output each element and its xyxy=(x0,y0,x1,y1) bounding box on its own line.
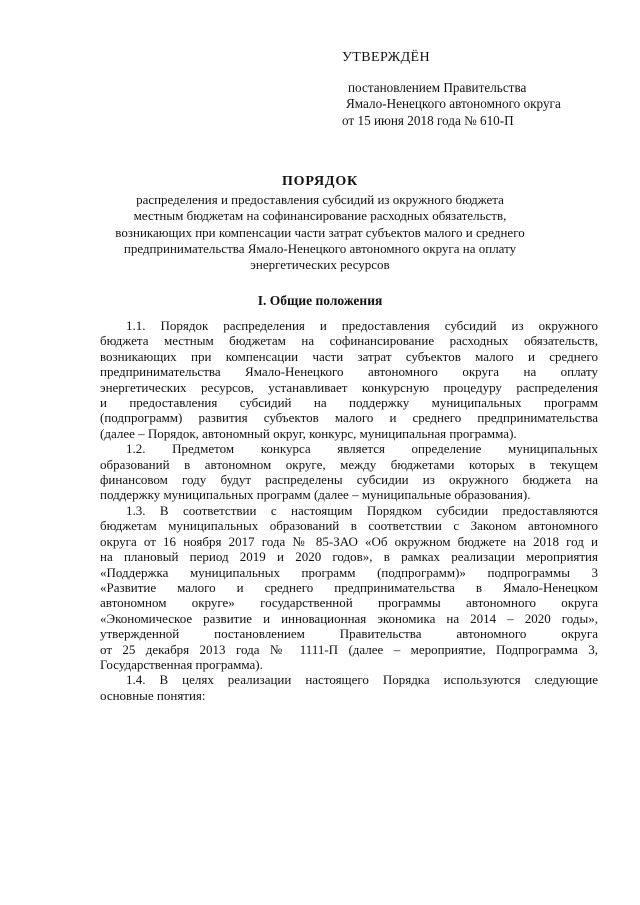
text-line: (далее – Порядок, автономный округ, конкурс, муниципальная программа). xyxy=(100,425,517,441)
text-line: 1.4. В целях реализации настоящего Порядка используются следующие xyxy=(126,672,598,688)
paragraph-1-4 xyxy=(100,672,598,703)
text-line: «Развитие малого и среднего предпринимательства в Ямало-Ненецком xyxy=(100,579,598,595)
text-line: 1.3. В соответствии с настоящим Порядком субсидии предоставляются xyxy=(126,502,598,518)
text-line: поддержку муниципальных программ (далее – муниципальные образования). xyxy=(100,487,531,503)
subtitle-line: предпринимательства Ямало-Ненецкого автономного округа на оплату xyxy=(123,240,517,256)
text-line: основные понятия: xyxy=(100,687,206,703)
text-line: бюджета местным бюджетам на софинансирование расходных обязательств, xyxy=(100,333,598,349)
section-heading: I. Общие положения xyxy=(257,293,383,308)
text-line: «Поддержка муниципальных программ (подпрограмм)» подпрограммы 3 xyxy=(100,564,598,580)
approval-block xyxy=(338,50,598,129)
text-line: (подпрограмм) развития субъектов малого и среднего предпринимательства xyxy=(100,410,598,426)
text-line: на плановый период 2019 и 2020 годов», в рамках реализации мероприятия xyxy=(100,549,598,565)
subtitle-line: местным бюджетам на софинансирование расходных обязательств, xyxy=(133,208,507,224)
subtitle-line: распределения и предоставления субсидий из окружного бюджета xyxy=(136,192,504,207)
document-body xyxy=(100,318,598,703)
text-line: бюджетам муниципальных образований в соответствии с Законом автономного xyxy=(100,518,598,534)
document-subtitle xyxy=(110,192,530,273)
text-line: финансовом году будут распределены субсидии из окружного бюджета на xyxy=(100,472,598,488)
text-line: «Экономическое развитие и инновационная экономика на 2014 – 2020 годы», xyxy=(100,610,598,626)
text-line: 1.1. Порядок распределения и предоставления субсидий из окружного xyxy=(126,318,598,333)
subtitle-line: возникающих при компенсации части затрат субъектов малого и среднего xyxy=(115,224,525,240)
text-line: и предоставления субсидий на поддержку муниципальных программ xyxy=(100,395,598,411)
approval-line: постановлением Правительства xyxy=(348,80,527,96)
approval-heading: УТВЕРЖДЁН xyxy=(342,50,431,65)
text-line: энергетических ресурсов, устанавливает конкурсную процедуру распределения xyxy=(100,379,598,395)
text-line: возникающих при компенсации части затрат субъектов малого и среднего xyxy=(100,348,598,364)
document-title: ПОРЯДОК xyxy=(281,174,359,189)
text-line: предпринимательства Ямало-Ненецкого автономного округа на оплату xyxy=(100,364,598,380)
subtitle-line: энергетических ресурсов xyxy=(250,257,390,273)
text-line: 1.2. Предметом конкурса является определение муниципальных xyxy=(126,441,598,457)
approval-line: от 15 июня 2018 года № 610-П xyxy=(342,112,514,128)
text-line: образований в автономном округе, между бюджетами которых в текущем xyxy=(100,456,598,472)
approval-line: Ямало-Ненецкого автономного округа xyxy=(346,96,561,112)
text-line: округа от 16 ноября 2017 года № 85-ЗАО «Об окружном бюджете на 2018 год и xyxy=(100,533,598,549)
paragraph-1-3 xyxy=(100,503,598,672)
paragraph-1-2 xyxy=(100,441,598,503)
text-line: Государственная программа). xyxy=(100,656,263,672)
text-line: утвержденной постановлением Правительства автономного округа xyxy=(100,626,598,642)
text-line: от 25 декабря 2013 года № 1111-П (далее – мероприятие, Подпрограмма 3, xyxy=(100,641,598,657)
text-line: автономном округе» государственной программы автономного округа xyxy=(100,595,598,611)
paragraph-1-1 xyxy=(100,318,598,441)
